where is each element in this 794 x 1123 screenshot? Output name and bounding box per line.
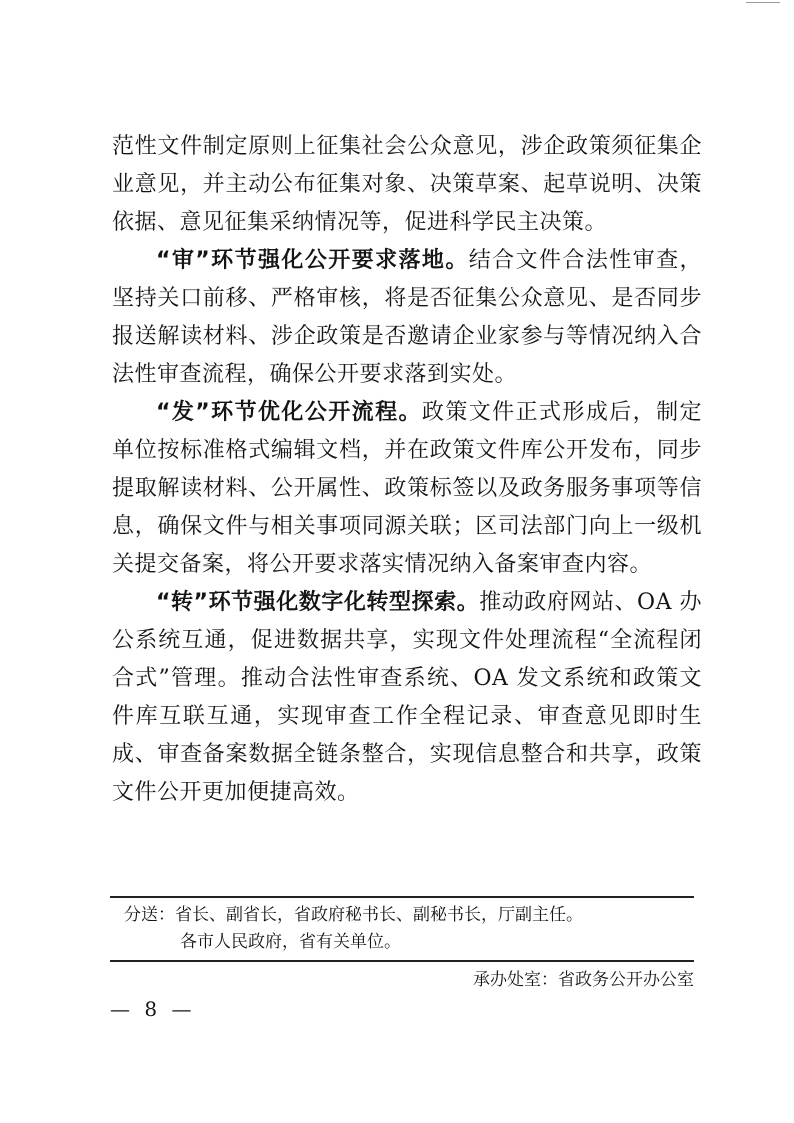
paragraph-issue	[112, 394, 702, 584]
page-number: — 8 —	[110, 997, 196, 1021]
distribution-bottom-rule	[110, 960, 694, 962]
paragraph-transform	[112, 584, 702, 812]
paragraph-lead: “发”环节优化公开流程。	[156, 400, 422, 425]
paragraph-text: 推动政府网站、OA 办公系统互通，促进数据共享，实现文件处理流程“全流程闭合式”管理。推动合法性审查系统、OA 发文系统和政策文件库互联互通，实现审查工作全程记录、审查意见即时生成、审查备案数据全链条整合，实现信息整合和共享，政策文件公开更加便捷高效。	[112, 590, 703, 805]
distribution-top-rule	[110, 896, 694, 898]
distribution-line-1: 分送：省长、副省长，省政府秘书长、副秘书长，厅副主任。	[124, 905, 583, 925]
paragraph-continuation	[112, 128, 702, 242]
paragraph-lead: “转”环节强化数字化转型探索。	[156, 590, 480, 615]
handling-office: 承办处室：省政务公开办公室	[473, 970, 694, 990]
distribution-line-2: 各市人民政府，省有关单位。	[180, 932, 401, 952]
body-text	[112, 128, 702, 812]
paragraph-text: 政策文件正式形成后，制定单位按标准格式编辑文档，并在政策文件库公开发布，同步提取解读材料、公开属性、政策标签以及政务服务事项等信息，确保文件与相关事项同源关联；区司法部门向上一级机关提交备案，将公开要求落实情况纳入备案审查内容。	[112, 400, 702, 577]
paragraph-review	[112, 242, 702, 394]
distribution-list	[124, 902, 583, 956]
corner-mark	[746, 2, 780, 3]
paragraph-text: 结合文件合法性审查，坚持关口前移、严格审核，将是否征集公众意见、是否同步报送解读材料、涉企政策是否邀请企业家参与等情况纳入合法性审查流程，确保公开要求落到实处。	[112, 248, 702, 387]
paragraph-lead: “审”环节强化公开要求落地。	[156, 248, 469, 273]
paragraph-text: 范性文件制定原则上征集社会公众意见，涉企政策须征集企业意见，并主动公布征集对象、决策草案、起草说明、决策依据、意见征集采纳情况等，促进科学民主决策。	[112, 134, 702, 235]
